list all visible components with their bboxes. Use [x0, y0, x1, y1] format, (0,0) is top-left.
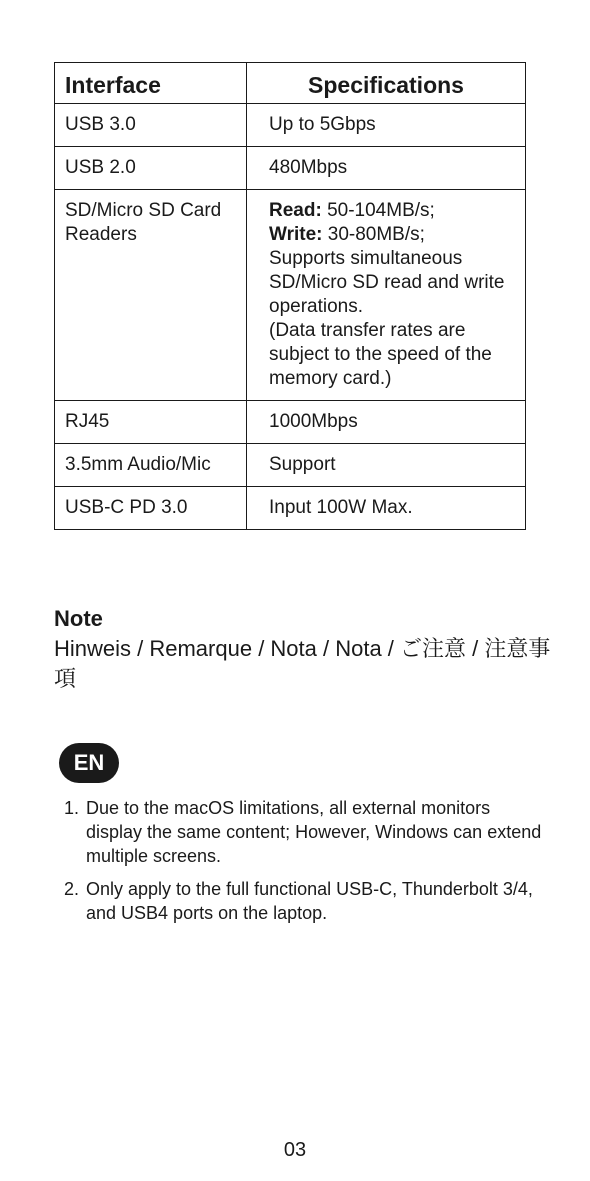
list-item	[54, 877, 544, 925]
list-number: 1.	[64, 798, 80, 818]
write-speed	[269, 223, 515, 247]
interface-cell: USB 3.0	[55, 104, 247, 147]
specifications-table	[54, 62, 526, 530]
list-item	[54, 796, 544, 868]
spec-cell: 480Mbps	[247, 147, 526, 190]
write-value: 30-80MB/s;	[322, 224, 425, 245]
list-text: Due to the macOS limitations, all external monitors display the same content; However, Windows can extend multiple screens.	[86, 798, 542, 866]
table-row	[55, 401, 526, 444]
header-interface: Interface	[55, 63, 247, 104]
table-row	[55, 444, 526, 487]
write-label: Write:	[269, 224, 323, 245]
read-speed	[269, 199, 515, 223]
interface-cell: USB-C PD 3.0	[55, 487, 247, 530]
interface-cell: 3.5mm Audio/Mic	[55, 444, 247, 487]
spec-cell: 1000Mbps	[247, 401, 526, 444]
note-translations: Hinweis / Remarque / Nota / Nota / ご注意 / 注意事項	[54, 636, 551, 691]
table-header-row	[55, 63, 526, 104]
table-row	[55, 147, 526, 190]
interface-cell: SD/Micro SD Card Readers	[55, 190, 247, 401]
spec-note-2: (Data transfer rates are subject to the speed of the memory card.)	[269, 320, 492, 389]
note-title: Note	[54, 606, 103, 631]
header-specifications: Specifications	[247, 63, 526, 104]
page-number: 03	[283, 1139, 307, 1161]
interface-cell: USB 2.0	[55, 147, 247, 190]
read-value: 50-104MB/s;	[321, 200, 435, 221]
table-row	[55, 487, 526, 530]
spec-cell: Up to 5Gbps	[247, 104, 526, 147]
table-row	[55, 190, 526, 401]
interface-cell: RJ45	[55, 401, 247, 444]
spec-cell: Support	[247, 444, 526, 487]
list-text: Only apply to the full functional USB-C, Thunderbolt 3/4, and USB4 ports on the laptop.	[86, 879, 533, 923]
read-label: Read:	[269, 200, 322, 221]
language-badge: EN	[59, 743, 119, 783]
table-row	[55, 104, 526, 147]
spec-cell	[247, 190, 526, 401]
notes-list	[54, 796, 544, 934]
spec-note: Supports simultaneous SD/Micro SD read and write operations.	[269, 248, 505, 317]
list-number: 2.	[64, 879, 80, 899]
spec-cell: Input 100W Max.	[247, 487, 526, 530]
